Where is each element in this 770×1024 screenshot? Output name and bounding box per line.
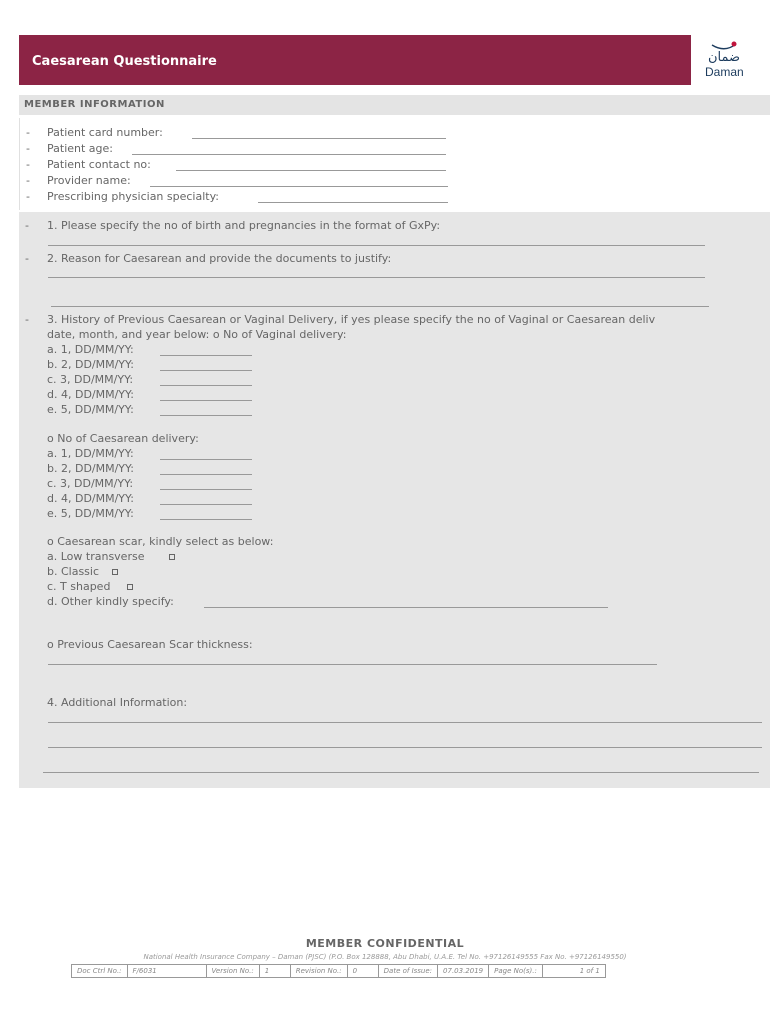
vaginal-item-e: e. 5, DD/MM/YY: [47, 403, 134, 416]
bullet: - [26, 174, 30, 187]
bullet: - [26, 126, 30, 139]
vaginal-date-b[interactable] [160, 370, 252, 371]
scar-option-t-shaped: c. T shaped [47, 580, 111, 593]
caesarean-heading: o No of Caesarean delivery: [47, 432, 199, 445]
doc-control-row [72, 965, 606, 978]
version-label: Version No.: [206, 965, 259, 978]
page-no-value: 1 of 1 [542, 965, 605, 978]
footer-confidential: MEMBER CONFIDENTIAL [305, 937, 465, 950]
caesarean-date-c[interactable] [160, 489, 252, 490]
questions-section [19, 212, 770, 788]
patient-age-field[interactable] [132, 154, 446, 155]
scar-option-other: d. Other kindly specify: [47, 595, 174, 608]
patient-contact-field[interactable] [176, 170, 446, 171]
scar-option-low-transverse: a. Low transverse [47, 550, 145, 563]
caesarean-date-a[interactable] [160, 459, 252, 460]
answer-2-field-2[interactable] [51, 306, 709, 307]
bullet: - [25, 313, 29, 326]
logo-text: Daman [705, 65, 744, 79]
version-value: 1 [259, 965, 290, 978]
answer-1-field[interactable] [48, 245, 705, 246]
physician-specialty-field[interactable] [258, 202, 448, 203]
bullet: - [26, 158, 30, 171]
caesarean-item-e: e. 5, DD/MM/YY: [47, 507, 134, 520]
scar-heading: o Caesarean scar, kindly select as below: [47, 535, 274, 548]
page-no-label: Page No(s).: [489, 965, 543, 978]
header [19, 35, 770, 85]
doc-ctrl-value: F/6031 [127, 965, 206, 978]
question-4: 4. Additional Information: [47, 696, 188, 709]
vaginal-date-e[interactable] [160, 415, 252, 416]
caesarean-item-b: b. 2, DD/MM/YY: [47, 462, 134, 475]
scar-thickness-field[interactable] [48, 664, 657, 665]
answer-2-field[interactable] [48, 277, 705, 278]
patient-card-field[interactable] [192, 138, 446, 139]
bullet: - [26, 142, 30, 155]
scar-other-field[interactable] [204, 607, 608, 608]
footer-company-info: National Health Insurance Company – Daman (PJSC) (P.O. Box 128888, Abu Dhabi, U.A.E. Tel No. +97126149555 Fax No. +97126149550) [143, 953, 627, 961]
question-3: 3. History of Previous Caesarean or Vaginal Delivery, if yes please specify the no of Vaginal or Caesarean deliv [47, 313, 656, 326]
vaginal-item-a: a. 1, DD/MM/YY: [47, 343, 134, 356]
checkbox-classic[interactable] [112, 569, 118, 575]
patient-contact-label: Patient contact no: [47, 158, 151, 171]
section-heading: MEMBER INFORMATION [24, 99, 165, 110]
issue-date-label: Date of Issue: [378, 965, 437, 978]
caesarean-date-d[interactable] [160, 504, 252, 505]
caesarean-item-c: c. 3, DD/MM/YY: [47, 477, 134, 490]
physician-specialty-label: Prescribing physician specialty: [47, 190, 220, 203]
vaginal-date-d[interactable] [160, 400, 252, 401]
revision-value: 0 [347, 965, 378, 978]
vaginal-item-b: b. 2, DD/MM/YY: [47, 358, 134, 371]
logo-arabic: ضمان [708, 50, 741, 65]
patient-card-label: Patient card number: [47, 126, 163, 139]
provider-name-field[interactable] [150, 186, 448, 187]
page-title: Caesarean Questionnaire [32, 54, 217, 69]
question-1: 1. Please specify the no of birth and pregnancies in the format of GxPy: [47, 219, 441, 232]
caesarean-item-d: d. 4, DD/MM/YY: [47, 492, 134, 505]
revision-label: Revision No.: [290, 965, 347, 978]
doc-ctrl-label: Doc Ctrl No.: [72, 965, 128, 978]
patient-age-label: Patient age: [47, 142, 113, 155]
additional-info-line-2[interactable] [48, 747, 762, 748]
member-info-fields [19, 118, 770, 210]
provider-name-label: Provider name: [47, 174, 131, 187]
scar-thickness-label: o Previous Caesarean Scar thickness: [47, 638, 253, 651]
scar-option-classic: b. Classic [47, 565, 100, 578]
bullet: - [25, 219, 29, 232]
vaginal-item-d: d. 4, DD/MM/YY: [47, 388, 134, 401]
checkbox-low-transverse[interactable] [169, 554, 175, 560]
header-bar [19, 35, 691, 85]
question-2: 2. Reason for Caesarean and provide the documents to justify: [47, 252, 392, 265]
issue-date-value: 07.03.2019 [438, 965, 489, 978]
caesarean-item-a: a. 1, DD/MM/YY: [47, 447, 134, 460]
caesarean-date-b[interactable] [160, 474, 252, 475]
additional-info-line-1[interactable] [48, 722, 762, 723]
member-info-heading [19, 95, 770, 116]
vaginal-date-c[interactable] [160, 385, 252, 386]
additional-info-line-3[interactable] [43, 772, 759, 773]
vaginal-date-a[interactable] [160, 355, 252, 356]
doc-control-table [71, 964, 606, 978]
question-3-cont: date, month, and year below: o No of Vaginal delivery: [47, 328, 347, 341]
caesarean-date-e[interactable] [160, 519, 252, 520]
bullet: - [25, 252, 29, 265]
checkbox-t-shaped[interactable] [127, 584, 133, 590]
vaginal-item-c: c. 3, DD/MM/YY: [47, 373, 134, 386]
bullet: - [26, 190, 30, 203]
daman-logo [702, 40, 762, 82]
